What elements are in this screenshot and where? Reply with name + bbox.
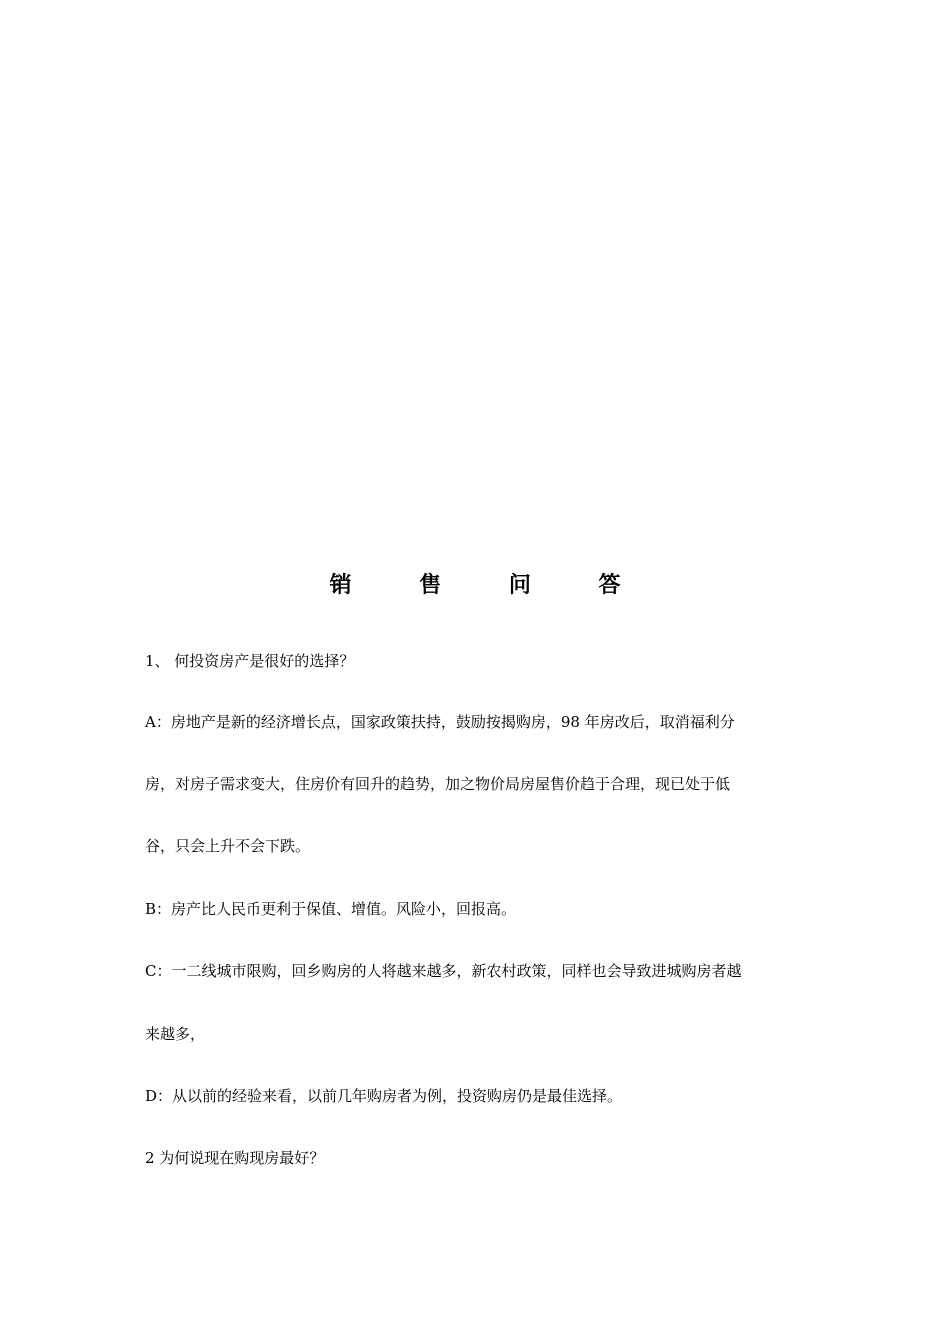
- answer-a-line-3: 谷，只会上升不会下跌。: [145, 837, 311, 855]
- question-1: 1、 何投资房产是很好的选择？: [145, 652, 355, 670]
- answer-b: B：房产比人民币更利于保值、增值。风险小，回报高。: [145, 900, 517, 918]
- answer-a-line-1: A：房地产是新的经济增长点，国家政策扶持，鼓励按揭购房，98 年房改后，取消福利分: [145, 713, 735, 731]
- question-2: 2 为何说现在购现房最好？: [145, 1149, 325, 1167]
- answer-a-line-2: 房，对房子需求变大，住房价有回升的趋势，加之物价局房屋售价趋于合理，现已处于低: [145, 775, 731, 793]
- document-title: 销 售 问 答: [329, 573, 651, 598]
- answer-c-line-2: 来越多，: [145, 1025, 206, 1043]
- answer-d: D：从以前的经验来看，以前几年购房者为例，投资购房仍是最佳选择。: [145, 1087, 623, 1105]
- answer-c-line-1: C：一二线城市限购，回乡购房的人将越来越多，新农村政策，同样也会导致进城购房者越: [145, 962, 742, 980]
